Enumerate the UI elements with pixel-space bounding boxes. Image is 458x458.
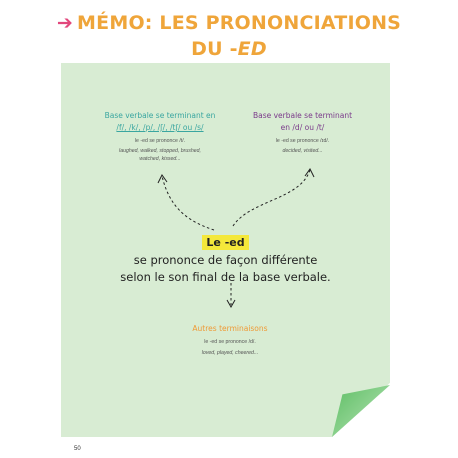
arrowhead-right (305, 169, 314, 177)
right-rule: le -ed se prononce /ɪd/. (275, 138, 330, 144)
bottom-rule: le -ed se prononce /d/. (204, 339, 256, 345)
left-examples-2: watched, kissed... (139, 156, 181, 162)
left-rule: le -ed se prononce /t/. (134, 138, 186, 144)
page-number: 50 (74, 446, 81, 452)
center-line-1: se prononce de façon différente (133, 253, 318, 267)
right-heading-1: Base verbale se terminant (252, 111, 353, 120)
bottom-examples: loved, played, cheered... (201, 350, 259, 356)
left-heading-2: /f/, /k/, /p/, /ʃ/, /tʃ/ ou /s/ (116, 123, 204, 132)
arrow-right-icon: ➔ (56, 12, 74, 34)
arrow-to-right (233, 170, 310, 226)
title-text-2: DU - (191, 38, 238, 60)
center-line-2: selon le son final de la base verbale. (120, 270, 331, 284)
title-emphasis: ED (237, 38, 267, 60)
right-heading-2: en /d/ ou /t/ (280, 123, 325, 132)
title-text-1: MÉMO: LES PRONONCIATIONS (77, 12, 402, 34)
right-examples: decided, visited... (282, 148, 323, 154)
center-highlight-row (61, 234, 390, 251)
left-examples-1: laughed, walked, stopped, brushed, (119, 148, 201, 154)
bottom-heading: Autres terminaisons (192, 324, 268, 333)
arrow-to-left (162, 176, 214, 230)
left-heading-1: Base verbale se terminant en (104, 111, 216, 120)
highlight-le-ed: Le -ed (202, 235, 248, 250)
